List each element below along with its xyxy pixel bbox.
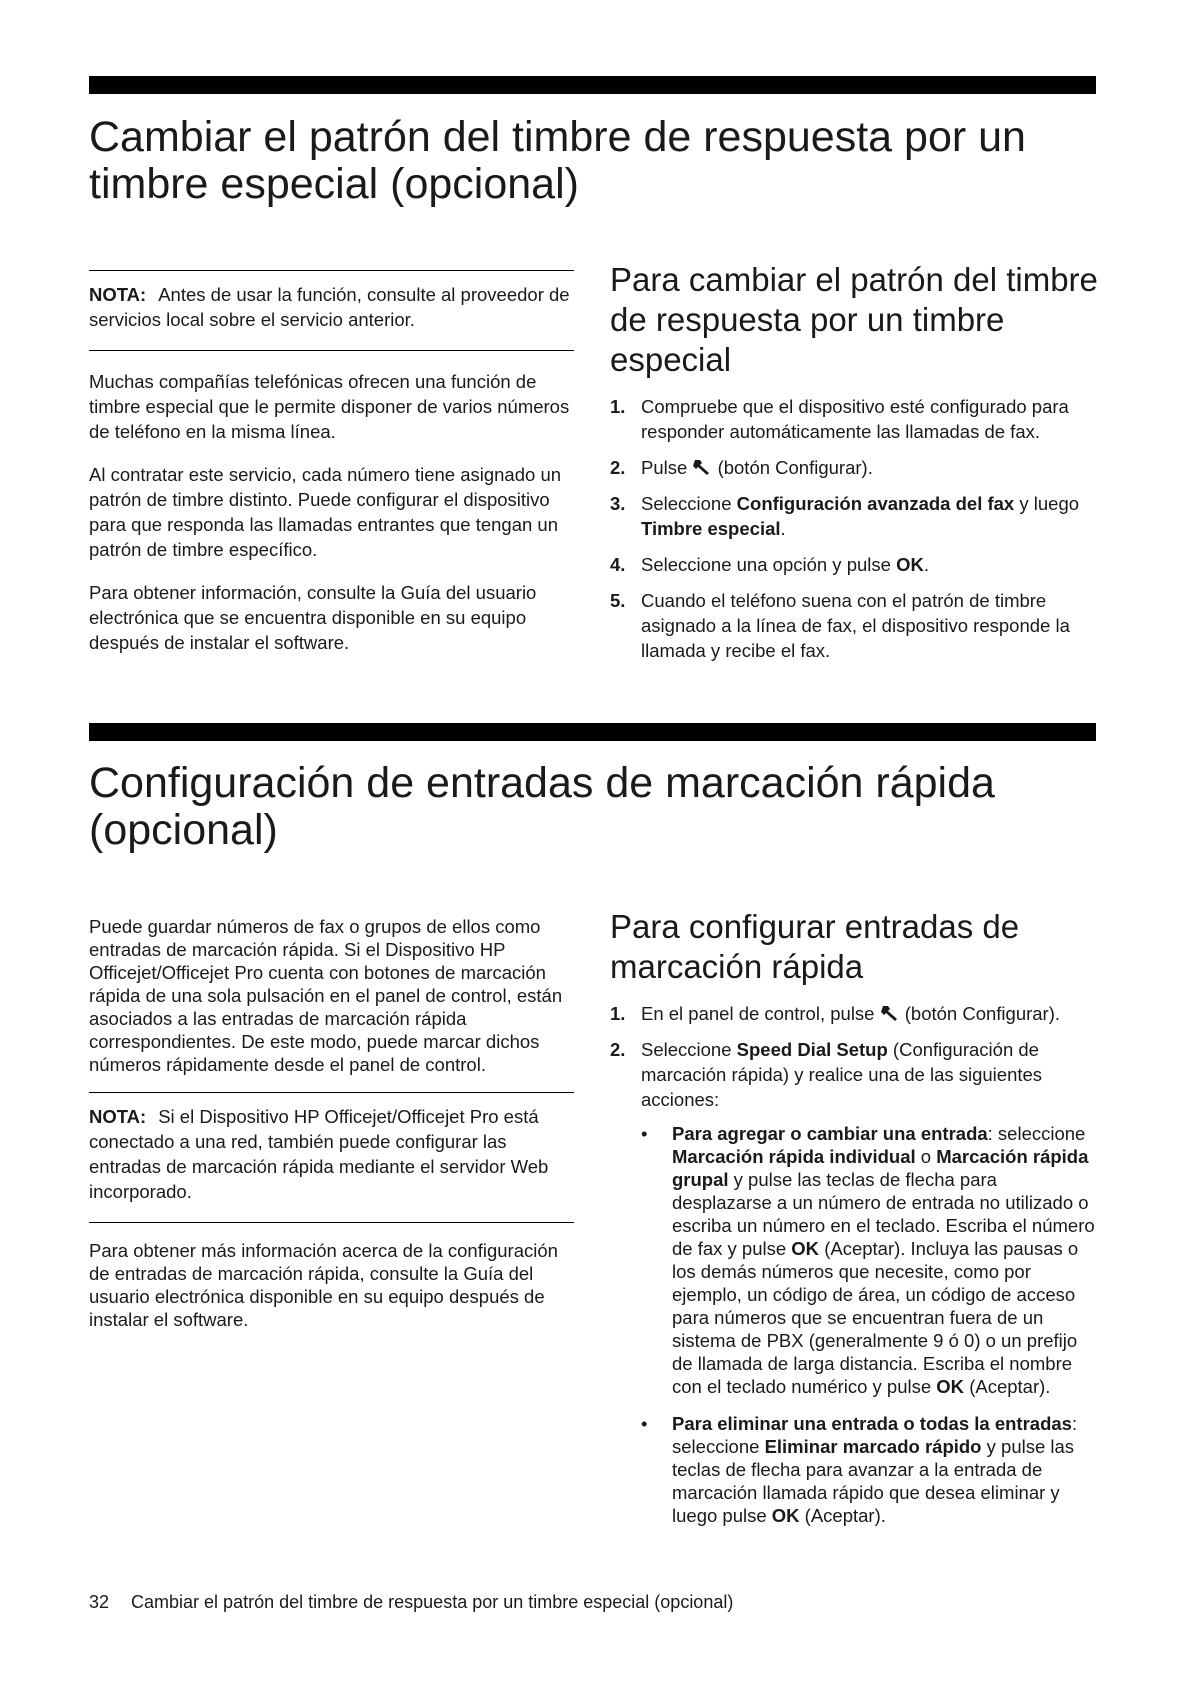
- bullet-dot: •: [641, 1413, 648, 1434]
- step-text: .: [923, 554, 929, 575]
- menu-option: Eliminar marcado rápido: [764, 1436, 982, 1457]
- menu-option: Speed Dial Setup: [736, 1039, 888, 1060]
- section-divider-bar: [89, 723, 1096, 741]
- button-name: OK: [791, 1238, 820, 1259]
- button-name: OK: [936, 1376, 965, 1397]
- menu-option: Timbre especial: [641, 518, 781, 539]
- bullet-text: :: [1071, 1413, 1078, 1434]
- bullet-text: o: [920, 1146, 932, 1167]
- menu-option: Configuración avanzada del fax: [736, 493, 1015, 514]
- step-text: (botón Configurar).: [717, 457, 873, 478]
- step-number: 1.: [610, 396, 626, 417]
- note-label: NOTA:: [89, 284, 147, 305]
- step-item: [610, 455, 1100, 480]
- bullet-dot: •: [641, 1123, 648, 1144]
- action-bullets: [641, 1122, 1100, 1527]
- body-paragraph: Para obtener más información acerca de la configuración de entradas de marcación rápida, consulte la Guía del usuario electrónica disponible en su equipo después de instalar el software.: [89, 1240, 558, 1330]
- step-item: [610, 1037, 1100, 1527]
- section-title-distinctive-ring: Cambiar el patrón del timbre de respuesta por un timbre especial (opcional): [89, 113, 1026, 208]
- bullet-item: [641, 1122, 1100, 1398]
- body-paragraph: Al contratar este servicio, cada número tiene asignado un patrón de timbre distinto. Puede configurar el dispositivo para que responda las llamadas entrantes que tengan un patrón de timbre específico.: [89, 464, 562, 560]
- step-item: [610, 588, 1100, 663]
- bullet-item: [641, 1412, 1100, 1527]
- step-text: Pulse: [641, 457, 688, 478]
- body-paragraph: Muchas compañías telefónicas ofrecen una función de timbre especial que le permite disponer de varios números de teléfono en la misma línea.: [89, 371, 570, 442]
- note-top-rule: [89, 270, 574, 271]
- bullet-text: : seleccione: [987, 1123, 1086, 1144]
- step-text: Compruebe que el dispositivo esté configurado para responder automáticamente las llamadas de fax.: [641, 396, 1069, 442]
- bullet-text: seleccione: [672, 1436, 760, 1457]
- step-number: 1.: [610, 1003, 626, 1024]
- note: [89, 1104, 574, 1204]
- body-paragraph: Para obtener información, consulte la Guía del usuario electrónica que se encuentra disponible en su equipo después de instalar el software.: [89, 582, 537, 653]
- button-name: OK: [896, 554, 924, 575]
- bullet-text: (Aceptar). Incluya las pausas o los demás números que necesite, como por ejemplo, un código de área, un código de acceso para números que se encuentran fuera de un sistema de PBX (generalmente 9 ó 0) o un prefijo de llamada de larga distancia. Escriba el nombre con el teclado numérico y pulse: [672, 1238, 1079, 1397]
- step-item: [610, 491, 1100, 541]
- page-footer: [89, 1591, 733, 1613]
- button-name: OK: [771, 1505, 800, 1526]
- step-item: [610, 394, 1100, 444]
- body-paragraph: Puede guardar números de fax o grupos de ellos como entradas de marcación rápida. Si el Dispositivo HP Officejet/Officejet Pro cuenta con botones de marcación rápida de una sola pulsación en el panel de control, están asociados a las entradas de marcación rápida correspondientes. De este modo, puede marcar dichos números rápidamente desde el panel de control.: [89, 916, 563, 1075]
- note-top-rule: [89, 1092, 574, 1093]
- step-text: (botón Configurar).: [904, 1003, 1061, 1024]
- section2-right-column: [610, 907, 1100, 1541]
- step-number: 2.: [610, 1039, 626, 1060]
- menu-option: Marcación rápida grupal: [672, 1146, 1089, 1190]
- bullet-text: y pulse las teclas de flecha para avanzar a la entrada de marcación llamada rápido que desea eliminar y luego pulse: [672, 1436, 1075, 1526]
- bullet-text: (Aceptar).: [969, 1376, 1051, 1397]
- page-number: 32: [89, 1592, 110, 1612]
- step-text: Seleccione: [641, 493, 732, 514]
- step-number: 2.: [610, 457, 626, 478]
- step-number: 3.: [610, 493, 626, 514]
- note-text: Antes de usar la función, consulte al proveedor de servicios local sobre el servicio anterior.: [89, 284, 570, 330]
- procedure-steps: [610, 394, 1100, 663]
- bullet-heading: Para eliminar una entrada o todas la entradas: [672, 1413, 1072, 1434]
- section1-left-column: [89, 270, 574, 655]
- wrench-icon: [880, 1004, 900, 1022]
- section-divider-bar: [89, 76, 1096, 94]
- note: [89, 282, 574, 332]
- step-text: (Configuración de marcación rápida) y realice una de las siguientes acciones:: [641, 1039, 1043, 1110]
- bullet-heading: Para agregar o cambiar una entrada: [672, 1123, 988, 1144]
- procedure-steps: [610, 1001, 1100, 1527]
- procedure-title: Para configurar entradas de marcación rápida: [610, 908, 1020, 985]
- step-text: Seleccione una opción y pulse: [641, 554, 891, 575]
- wrench-icon: [692, 458, 712, 476]
- step-text: Cuando el teléfono suena con el patrón de timbre asignado a la línea de fax, el dispositivo responde la llamada y recibe el fax.: [641, 590, 1070, 661]
- step-number: 4.: [610, 554, 626, 575]
- bullet-text: y pulse las teclas de flecha para desplazarse a un número de entrada no utilizado o escriba un número en el teclado. Escriba el número de fax y pulse: [672, 1169, 1095, 1259]
- menu-option: Marcación rápida individual: [672, 1146, 916, 1167]
- procedure-title: Para cambiar el patrón del timbre de respuesta por un timbre especial: [610, 261, 1098, 378]
- step-number: 5.: [610, 590, 626, 611]
- note-bottom-rule: [89, 350, 574, 351]
- step-text: Seleccione: [641, 1039, 732, 1060]
- note-bottom-rule: [89, 1222, 574, 1223]
- bullet-text: (Aceptar).: [804, 1505, 886, 1526]
- note-text: Si el Dispositivo HP Officejet/Officejet Pro está conectado a una red, también puede configurar las entradas de marcación rápida mediante el servidor Web incorporado.: [89, 1106, 549, 1202]
- section-title-speed-dial: Configuración de entradas de marcación rápida (opcional): [89, 759, 995, 854]
- step-text: En el panel de control, pulse: [641, 1003, 875, 1024]
- step-text: y luego: [1019, 493, 1080, 514]
- running-title: Cambiar el patrón del timbre de respuesta por un timbre especial (opcional): [131, 1592, 734, 1612]
- note-label: NOTA:: [89, 1106, 147, 1127]
- section1-right-column: [610, 260, 1100, 674]
- step-item: [610, 1001, 1100, 1026]
- section2-left-column: [89, 915, 574, 1331]
- step-text: .: [780, 518, 786, 539]
- step-item: [610, 552, 1100, 577]
